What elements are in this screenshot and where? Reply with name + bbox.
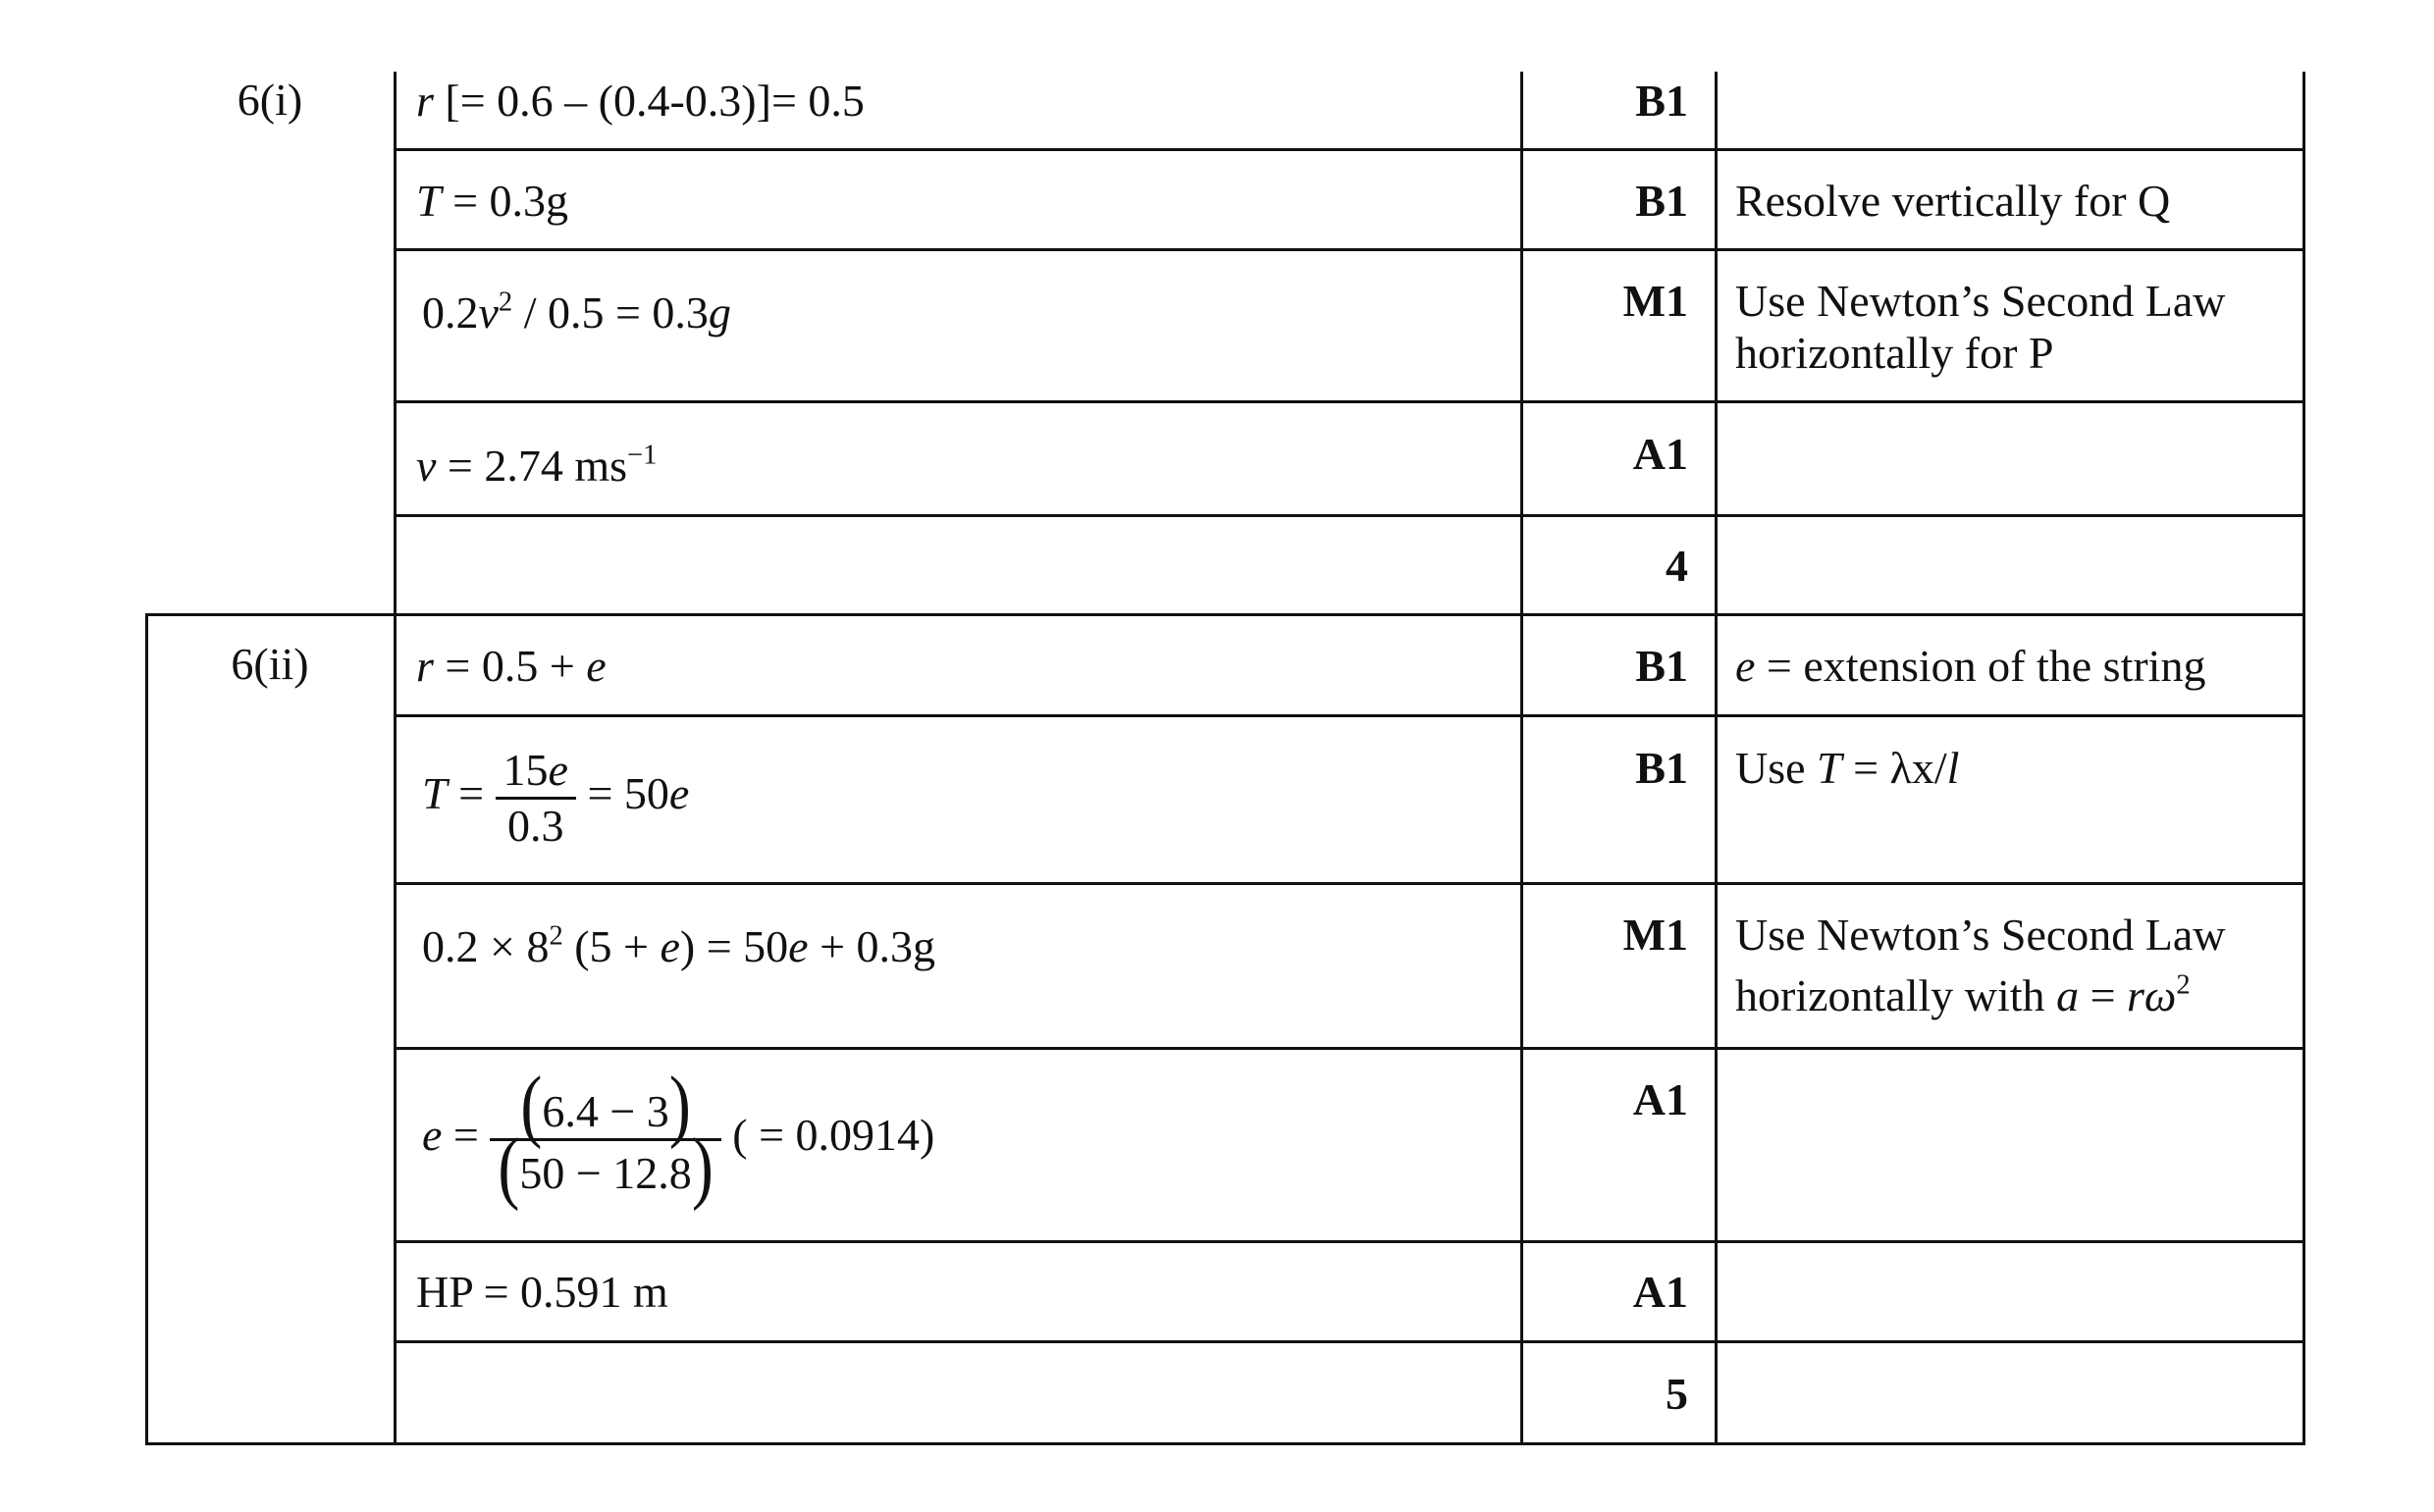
table-divider-question — [394, 72, 397, 1445]
guidance-cell: e = extension of the string — [1735, 641, 2206, 691]
part-divider — [145, 613, 2305, 616]
row-divider — [394, 1047, 2305, 1050]
table-border-left — [145, 613, 148, 1445]
guidance-cell: Resolve vertically for Q — [1735, 176, 2171, 226]
row-divider — [394, 514, 2305, 517]
answer-cell: v = 2.74 $ms^{-1}$ — [416, 440, 658, 491]
answer-cell: T = 0.3g — [416, 176, 569, 226]
fraction: $\frac{15e}{0.3}$ — [496, 744, 576, 853]
table-divider-marks — [1715, 72, 1718, 1445]
table-border-bottom — [145, 1442, 2305, 1445]
question-label: 6(i) — [237, 75, 303, 125]
question-label: 6(ii) — [231, 639, 309, 689]
fraction: $\frac{(6.4 - 3)}{(50 - 12.8)}$ — [490, 1079, 720, 1200]
row-divider — [394, 714, 2305, 717]
mark-cell: B1 — [1635, 76, 1688, 126]
answer-cell: T = $\frac{15e}{0.3}$ = 50e — [422, 745, 690, 851]
row-divider — [394, 882, 2305, 885]
answer-cell: r = 0.5 + e — [416, 641, 607, 691]
answer-cell: $0.2 \times 8^2$ (5 + e) = 50e + 0.3g — [422, 920, 936, 971]
guidance-cell: Use Newton’s Second Law — [1735, 910, 2226, 960]
row-divider — [394, 1340, 2305, 1343]
guidance-cell: horizontally for P — [1735, 328, 2054, 378]
answer-cell: $0.2v^2 / 0.5 = 0.3g$ — [422, 287, 731, 338]
answer-cell: HP = 0.591 m — [416, 1267, 668, 1317]
mark-cell: B1 — [1635, 176, 1688, 226]
row-divider — [394, 248, 2305, 251]
mark-cell: A1 — [1632, 1267, 1688, 1317]
mark-cell: M1 — [1622, 910, 1688, 960]
total-mark: 5 — [1666, 1369, 1688, 1419]
answer-cell: r [= 0.6 – (0.4-0.3)]= 0.5 — [416, 76, 865, 126]
guidance-cell: Use T = λx/l — [1735, 743, 1960, 793]
answer-cell: e = $\frac{(6.4 - 3)}{(50 - 12.8)}$ ( = 0.0914) — [422, 1060, 935, 1212]
mark-cell: A1 — [1632, 429, 1688, 479]
mark-cell: B1 — [1635, 743, 1688, 793]
total-mark: 4 — [1666, 541, 1688, 591]
mark-cell: A1 — [1632, 1074, 1688, 1124]
table-divider-answer — [1520, 72, 1523, 1445]
guidance-cell: Use Newton’s Second Law — [1735, 276, 2226, 326]
guidance-cell: horizontally with $a = r\omega^2$ — [1735, 969, 2191, 1020]
row-divider — [394, 1240, 2305, 1243]
mark-cell: M1 — [1622, 276, 1688, 326]
mark-cell: B1 — [1635, 641, 1688, 691]
row-divider — [394, 400, 2305, 403]
row-divider — [394, 148, 2305, 151]
table-border-right — [2302, 72, 2305, 1445]
